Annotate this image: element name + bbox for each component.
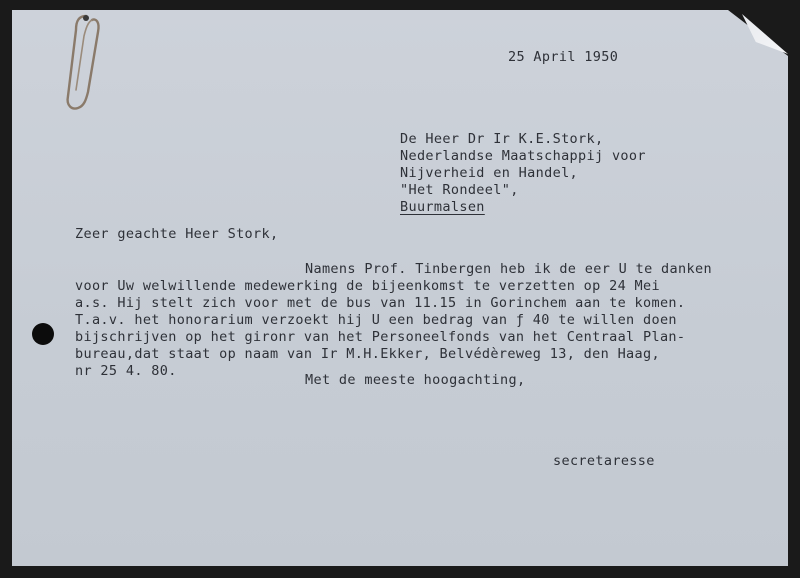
address-line-2: Nederlandse Maatschappij voor — [400, 148, 646, 164]
body-line-1: Namens Prof. Tinbergen heb ik de eer U te danken — [305, 261, 712, 277]
body-line-7: nr 25 4. 80. — [75, 363, 177, 379]
address-city: Buurmalsen — [400, 199, 485, 215]
body-line-3: a.s. Hij stelt zich voor met de bus van 11.15 in Gorinchem aan te komen. — [75, 295, 686, 311]
letter-date: 25 April 1950 — [508, 49, 619, 65]
letter-page — [12, 10, 788, 566]
closing-line: Met de meeste hoogachting, — [305, 372, 526, 388]
salutation: Zeer geachte Heer Stork, — [75, 226, 279, 242]
paper-clip-icon — [64, 12, 110, 112]
signature-title: secretaresse — [553, 453, 655, 469]
body-line-4: T.a.v. het honorarium verzoekt hij U een bedrag van ƒ 40 te willen doen — [75, 312, 677, 328]
address-line-1: De Heer Dr Ir K.E.Stork, — [400, 131, 604, 147]
body-line-5: bijschrijven op het gironr van het Personeelfonds van het Centraal Plan- — [75, 329, 686, 345]
body-line-2: voor Uw welwillende medewerking de bijeenkomst te verzetten op 24 Mei — [75, 278, 660, 294]
body-line-6: bureau,dat staat op naam van Ir M.H.Ekker, Belvédèreweg 13, den Haag, — [75, 346, 660, 362]
address-line-4: "Het Rondeel", — [400, 182, 519, 198]
address-line-3: Nijverheid en Handel, — [400, 165, 579, 181]
punch-hole — [32, 323, 54, 345]
